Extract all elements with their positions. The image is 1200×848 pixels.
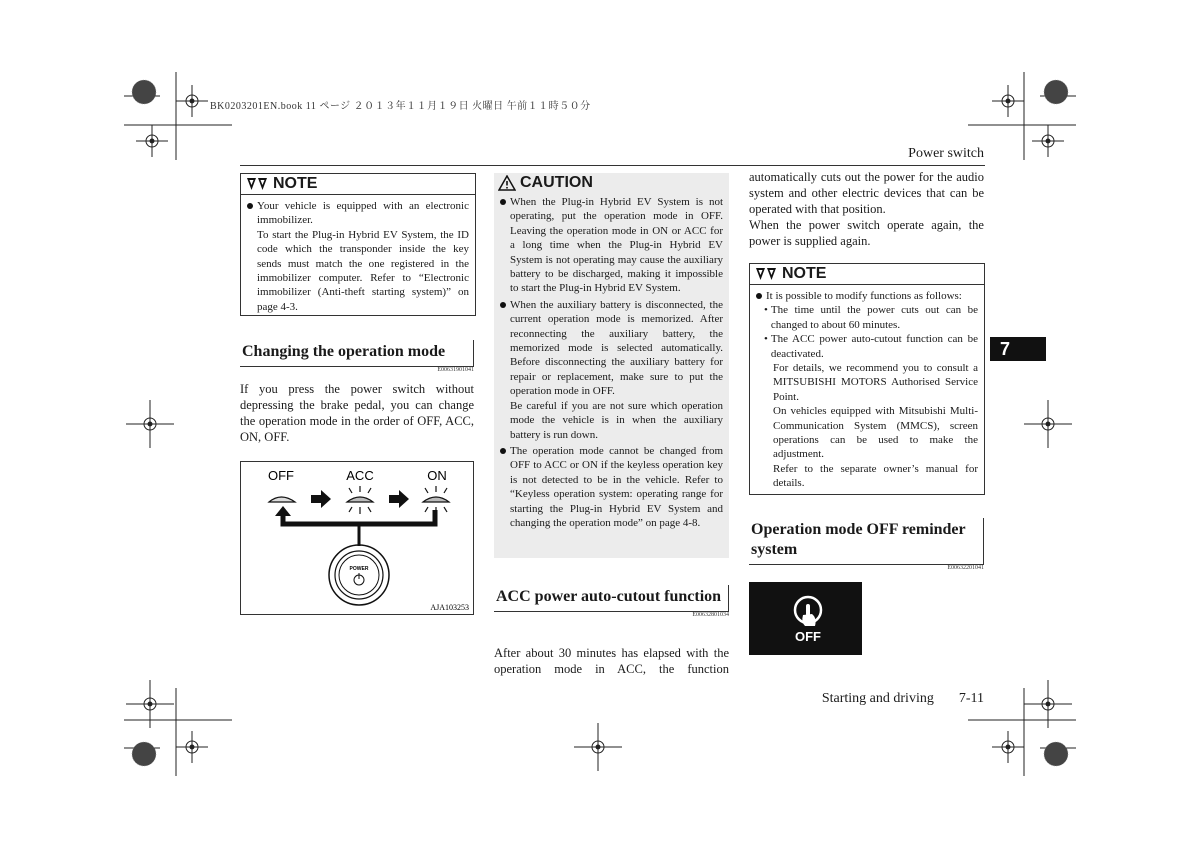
note-text: To start the Plug-in Hybrid EV System, the ID code which the transponder inside the key sends must match the one registered in the immobilizer computer. Refer to “Electronic immobilizer (Anti-theft starting system)” on page 4-3. [257,228,469,313]
note-icon [245,176,269,192]
caution-title: CAUTION [520,174,593,191]
page-number: 7-11 [958,691,984,706]
acc-paragraph-col2 [494,645,729,677]
left-note-box [240,173,476,316]
power-switch-diagram [241,462,473,614]
caution-text: The operation mode cannot be changed from OFF to ACC or ON if the keyless operation key is not detected to be in the vehicle. Refer to “Keyless operation system: operating range for starting the Plug-in Hybrid EV System and changing the operation mode” on page 4-8. [510,444,723,529]
footer-chapter: Starting and driving [821,691,934,706]
off-indicator-icon [749,582,862,655]
section-paragraph: After about 30 minutes has elapsed with the operation mode in ACC, the function [494,646,729,676]
caution-item [500,298,723,442]
note-title: NOTE [273,175,318,192]
section-paragraph-continued: automatically cuts out the power for the audio system and other electric devices that can be operated with that position. [749,170,984,216]
note-text: Your vehicle is equipped with an electronic immobilizer. [257,200,469,227]
caution-item [500,444,723,530]
power-label: POWER [349,566,369,572]
bullet-icon [500,199,506,205]
caution-box [494,173,729,558]
figure-label-acc: ACC [346,468,374,483]
operation-mode-figure [240,461,474,615]
section-title: Operation mode OFF reminder system [749,518,984,565]
figure-label-on: ON [427,468,447,483]
section-changing [240,340,474,445]
section-code: E00632801034 [692,612,729,618]
off-reminder-indicator [749,582,862,655]
caution-text: When the auxiliary battery is disconnected, the current operation mode is memorized. After reconnecting the auxiliary battery, the memorized mode is selected automatically. Before disconnecting the auxiliary battery for repair or replacement, make sure to put the operation mode in OFF. [510,298,723,398]
book-file-header: BK0203201EN.book 11 ページ ２０１３年１１月１９日 火曜日 午前１１時５０分 [210,101,591,112]
figure-code: AJA103253 [430,603,469,612]
figure-label-off: OFF [268,468,294,483]
running-head: Power switch [908,146,984,161]
bullet-icon [500,302,506,308]
note-title: NOTE [782,265,827,282]
caution-text: Be careful if you are not sure which operation mode the vehicle is in when the auxiliary battery is run down. [510,399,723,441]
note-header [750,264,984,285]
page-footer [822,691,984,707]
caution-header [494,173,729,193]
note-detail: For details, we recommend you to consult a MITSUBISHI MOTORS Authorised Service Point. [773,362,978,403]
caution-text: When the Plug-in Hybrid EV System is not operating, put the operation mode in OFF. Leaving the operation mode in ON or ACC for a long time when the Plug-in Hybrid EV System is not operating may cause the auxiliary battery to be discharged, making it impossible to start the Plug-in Hybrid EV System. [510,196,723,295]
right-note-box [749,263,985,495]
note-item [247,199,469,314]
section-title: Changing the operation mode [240,340,474,367]
note-subitem: • The time until the power cuts out can be changed to about 60 minutes. [764,304,978,331]
note-detail: On vehicles equipped with Mitsubishi Multi-Communication System (MMCS), screen operations can be used to make the adjustment. [773,405,978,461]
note-text: It is possible to modify functions as follows: [766,290,962,302]
bullet-icon [756,293,762,299]
warning-triangle-icon [498,175,516,191]
note-icon [754,266,778,282]
section-acc [494,585,729,618]
note-item [756,289,978,303]
chapter-tab: 7 [990,337,1046,361]
bullet-icon [500,448,506,454]
section-code: E00631901041 [437,367,474,373]
acc-paragraph-col3 [749,169,984,217]
section-reminder [749,518,984,571]
caution-item [500,195,723,296]
section-paragraph: When the power switch operate again, the power is supplied again. [749,218,984,248]
section-code: E00632201041 [947,565,984,571]
section-title: ACC power auto-cutout function [494,585,729,612]
header-rule [240,165,985,166]
note-detail: Refer to the separate owner’s manual for details. [773,462,978,490]
off-indicator-label: OFF [795,629,821,644]
bullet-icon [247,203,253,209]
note-subitem: • The ACC power auto-cutout function can be deactivated. [764,333,978,360]
note-header [241,174,475,195]
section-paragraph: If you press the power switch without depressing the brake pedal, you can change the operation mode in the order of OFF, ACC, ON, OFF. [240,382,474,444]
